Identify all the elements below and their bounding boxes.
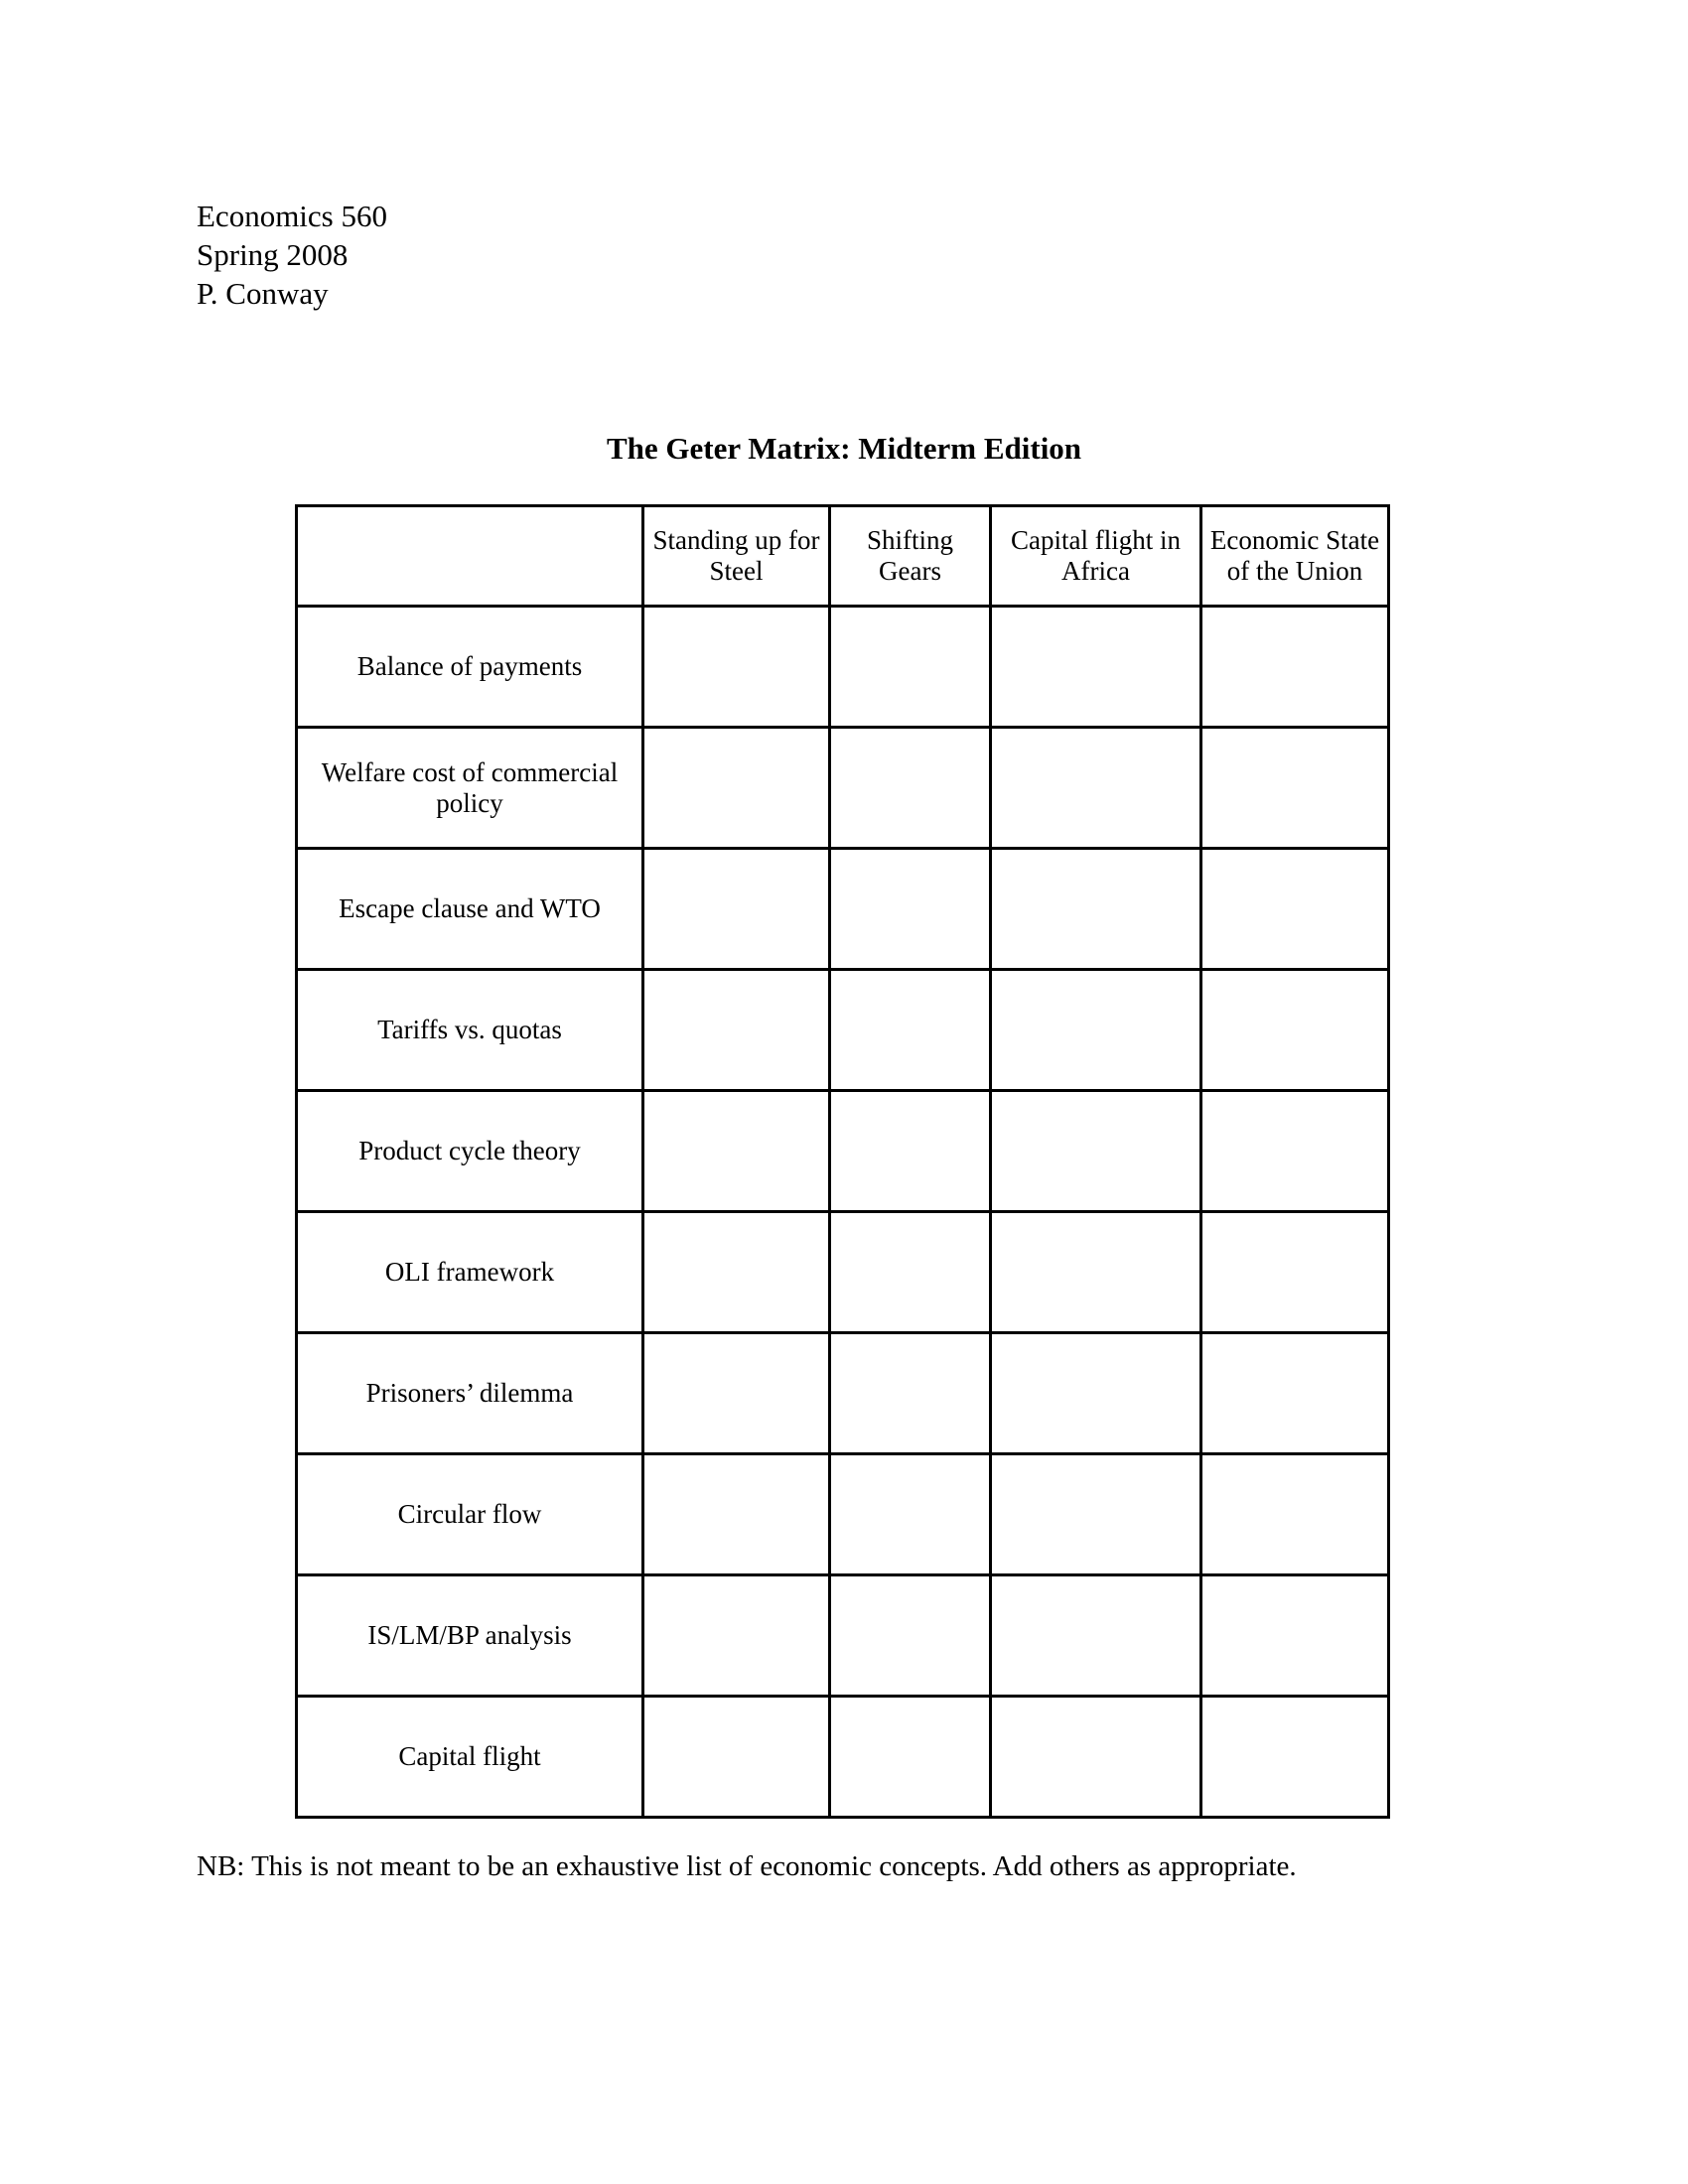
column-header-shifting-gears: Shifting Gears	[830, 506, 991, 607]
column-header-capital-flight-in-africa: Capital flight in Africa	[991, 506, 1201, 607]
matrix-cell	[1201, 1454, 1389, 1575]
column-header-economic-state-of-the-union: Economic State of the Union	[1201, 506, 1389, 607]
matrix-cell	[830, 970, 991, 1091]
matrix-cell	[1201, 1333, 1389, 1454]
table-row	[297, 728, 1389, 849]
matrix-cell	[1201, 1091, 1389, 1212]
matrix-cell	[991, 728, 1201, 849]
matrix-cell	[1201, 607, 1389, 728]
matrix-cell	[991, 1575, 1201, 1697]
matrix-cell	[991, 1697, 1201, 1818]
matrix-cell	[643, 849, 830, 970]
instructor-name: P. Conway	[197, 276, 329, 311]
matrix-cell	[991, 607, 1201, 728]
matrix-cell	[1201, 1697, 1389, 1818]
matrix-cell	[1201, 728, 1389, 849]
matrix-cell	[991, 1212, 1201, 1333]
table-row	[297, 1212, 1389, 1333]
footnote: NB: This is not meant to be an exhaustive list of economic concepts. Add others as appropriate.	[197, 1850, 1297, 1882]
matrix-cell	[1201, 970, 1389, 1091]
matrix-cell	[643, 1454, 830, 1575]
matrix-cell	[1201, 1212, 1389, 1333]
matrix-cell	[643, 1697, 830, 1818]
row-label: Tariffs vs. quotas	[297, 970, 643, 1091]
matrix-cell	[991, 849, 1201, 970]
course-name: Economics 560	[197, 199, 387, 233]
matrix-cell	[991, 1091, 1201, 1212]
matrix-header-row	[297, 506, 1389, 607]
column-header-standing-up-for-steel: Standing up for Steel	[643, 506, 830, 607]
row-label: Circular flow	[297, 1454, 643, 1575]
matrix-cell	[830, 849, 991, 970]
row-label: Balance of payments	[297, 607, 643, 728]
matrix-cell	[830, 607, 991, 728]
matrix-cell	[830, 1575, 991, 1697]
matrix-cell	[991, 1333, 1201, 1454]
table-row	[297, 1454, 1389, 1575]
row-label: Welfare cost of commercial policy	[297, 728, 643, 849]
matrix-cell	[643, 1091, 830, 1212]
row-label: Escape clause and WTO	[297, 849, 643, 970]
matrix-cell	[643, 970, 830, 1091]
matrix-cell	[643, 607, 830, 728]
matrix-cell	[830, 1212, 991, 1333]
course-header	[197, 197, 387, 313]
matrix-cell	[830, 728, 991, 849]
row-label: OLI framework	[297, 1212, 643, 1333]
row-label: IS/LM/BP analysis	[297, 1575, 643, 1697]
row-label: Capital flight	[297, 1697, 643, 1818]
matrix-cell	[643, 1333, 830, 1454]
page-title: The Geter Matrix: Midterm Edition	[606, 431, 1082, 466]
table-row	[297, 1575, 1389, 1697]
matrix-cell	[991, 1454, 1201, 1575]
table-row	[297, 1333, 1389, 1454]
matrix-cell	[830, 1091, 991, 1212]
row-label: Prisoners’ dilemma	[297, 1333, 643, 1454]
course-term: Spring 2008	[197, 237, 349, 272]
matrix-cell	[830, 1454, 991, 1575]
matrix-cell	[830, 1333, 991, 1454]
matrix-cell	[643, 728, 830, 849]
table-row	[297, 1091, 1389, 1212]
matrix-cell	[643, 1212, 830, 1333]
table-row	[297, 970, 1389, 1091]
matrix-corner-cell	[297, 506, 643, 607]
matrix-cell	[643, 1575, 830, 1697]
table-row	[297, 1697, 1389, 1818]
concept-matrix	[295, 504, 1390, 1819]
matrix-cell	[1201, 1575, 1389, 1697]
table-row	[297, 849, 1389, 970]
table-row	[297, 607, 1389, 728]
matrix-cell	[991, 970, 1201, 1091]
matrix-cell	[1201, 849, 1389, 970]
matrix-cell	[830, 1697, 991, 1818]
row-label: Product cycle theory	[297, 1091, 643, 1212]
